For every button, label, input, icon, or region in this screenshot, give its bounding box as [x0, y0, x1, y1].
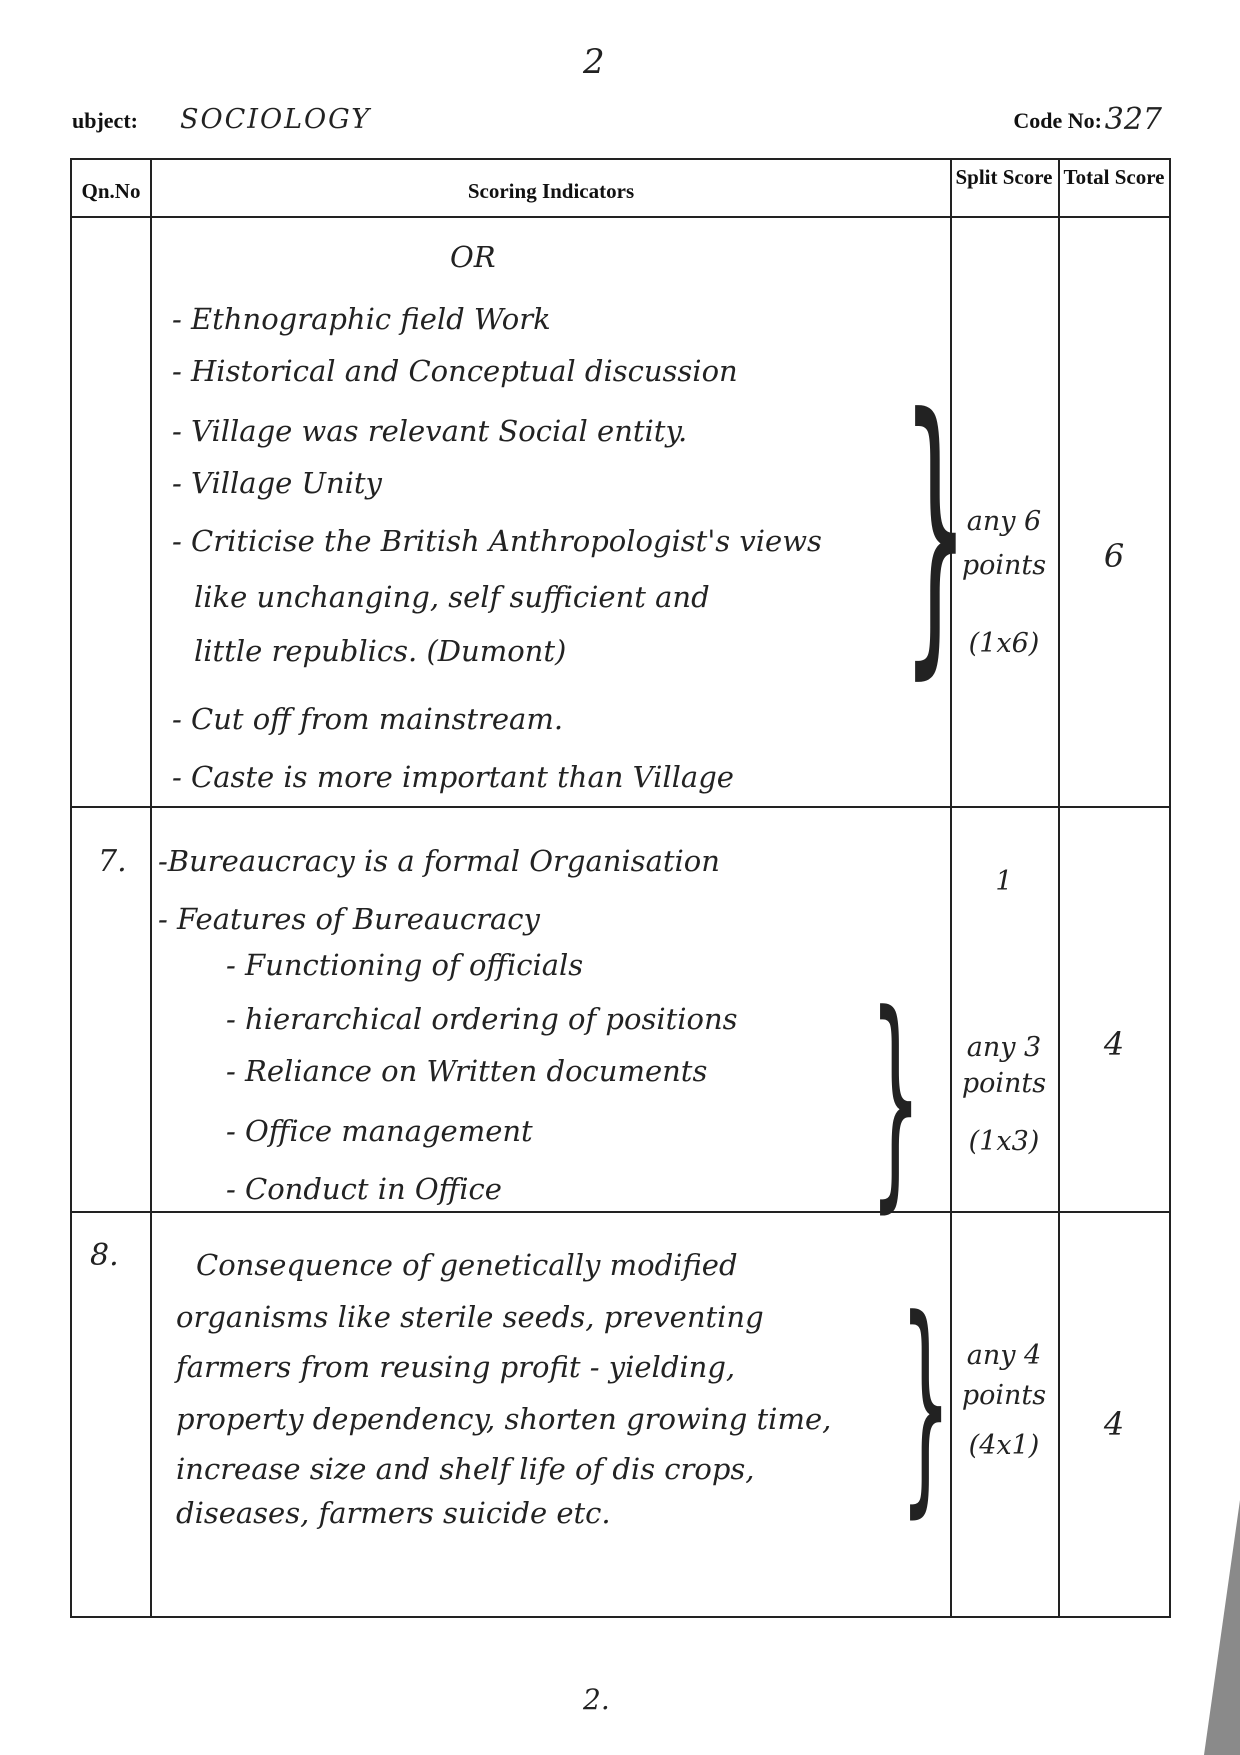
split-score-line: (1x3) [968, 1126, 1040, 1157]
indicator-line: - hierarchical ordering of positions [226, 1002, 738, 1036]
indicator-line: increase size and shelf life of dis crops, [176, 1452, 755, 1486]
indicator-line: little republics. (Dumont) [194, 634, 567, 668]
top-page-number: 2 [583, 42, 605, 82]
indicator-line: -Bureaucracy is a formal Organisation [158, 844, 720, 878]
row-divider [70, 1211, 1171, 1213]
indicator-line: like unchanging, self sufficient and [194, 580, 710, 614]
code-label: Code No: [1013, 108, 1102, 133]
or-label: OR [450, 240, 496, 274]
right-brace-icon: } [870, 966, 922, 1233]
right-brace-icon: } [902, 355, 969, 704]
split-score-line: any 3 [966, 1032, 1042, 1063]
split-score-line: (1x6) [968, 628, 1040, 659]
indicator-line: property dependency, shorten growing time, [176, 1402, 832, 1436]
question-number: 7. [98, 844, 127, 879]
column-header-split-score: Split Score [955, 165, 1053, 189]
indicator-line: Consequence of genetically modified [196, 1248, 738, 1282]
indicator-line: - Conduct in Office [226, 1172, 502, 1206]
column-header-qno: Qn.No [81, 179, 141, 203]
indicator-line: - Historical and Conceptual discussion [172, 354, 738, 388]
column-header-total-score: Total Score [1063, 165, 1165, 189]
subject-row [72, 104, 1162, 144]
total-score: 4 [1103, 1405, 1125, 1443]
indicator-line: - Village was relevant Social entity. [172, 414, 688, 448]
indicator-line: - Features of Bureaucracy [158, 902, 540, 936]
indicator-line: - Criticise the British Anthropologist's views [172, 524, 822, 558]
subject-value: SOCIOLOGY [180, 104, 372, 135]
column-divider [1058, 158, 1060, 1618]
indicator-line: organisms like sterile seeds, preventing [176, 1300, 764, 1334]
split-score-first: 1 [995, 866, 1013, 897]
indicator-line: diseases, farmers suicide etc. [176, 1496, 611, 1530]
indicator-line: - Village Unity [172, 466, 382, 500]
column-header-scoring-indicators: Scoring Indicators [467, 179, 635, 203]
indicator-line: - Ethnographic field Work [172, 302, 551, 336]
indicator-line: - Caste is more important than Village [172, 760, 734, 794]
indicator-line: - Office management [226, 1114, 533, 1148]
total-score: 4 [1103, 1025, 1125, 1063]
split-score-line: any 4 [966, 1340, 1042, 1371]
total-score: 6 [1103, 537, 1125, 575]
header-divider [70, 216, 1171, 218]
indicator-line: - Functioning of officials [226, 948, 584, 982]
split-score-line: any 6 [966, 506, 1042, 537]
indicator-line: farmers from reusing profit - yielding, [176, 1350, 736, 1384]
subject-label: ubject: [72, 108, 138, 133]
indicator-line: - Cut off from mainstream. [172, 702, 564, 736]
indicator-line: - Reliance on Written documents [226, 1054, 708, 1088]
column-divider [150, 158, 152, 1618]
question-number: 8. [90, 1238, 119, 1273]
bottom-page-number: 2. [583, 1683, 610, 1716]
row-divider [70, 806, 1171, 808]
scan-edge-shadow [1204, 1500, 1240, 1755]
split-score-line: points [961, 550, 1047, 581]
split-score-line: (4x1) [968, 1430, 1040, 1461]
code-value: 327 [1104, 102, 1162, 137]
split-score-line: points [961, 1068, 1047, 1099]
split-score-line: points [961, 1380, 1047, 1411]
right-brace-icon: } [900, 1271, 952, 1538]
